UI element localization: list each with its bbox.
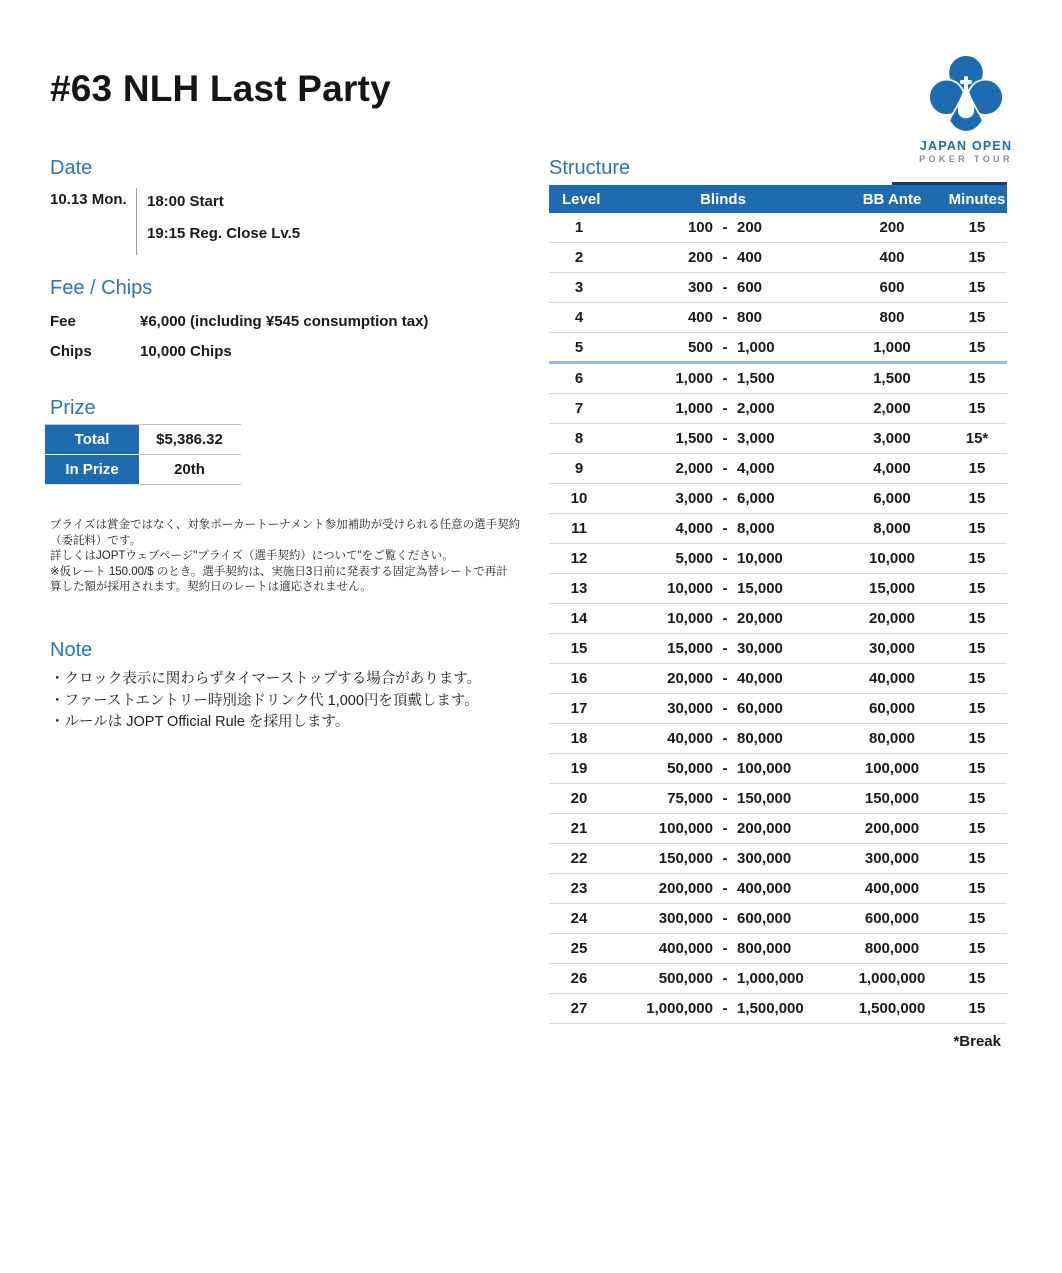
- start-time: 18:00 Start: [147, 193, 224, 210]
- blinds-dash: -: [722, 279, 728, 296]
- structure-row: [549, 364, 1007, 394]
- disclaimer-line: ※仮レート 150.00/$ のとき。選手契約は、実施日3日前に発表する固定為替レートで再計: [50, 565, 508, 578]
- blinds-dash: -: [722, 309, 728, 326]
- fee-chips-label: Chips: [50, 343, 92, 360]
- cell-bb-ante: 400: [879, 249, 905, 266]
- structure-row: [549, 694, 1007, 724]
- date-times: [137, 188, 300, 255]
- cell-bb-ante: 3,000: [873, 430, 911, 447]
- cell-level: 21: [570, 820, 588, 837]
- fee-chips-value: 10,000 Chips: [140, 343, 232, 360]
- cell-minutes: 15: [968, 400, 986, 417]
- cell-level: 16: [570, 670, 588, 687]
- cell-small-blind: 150,000: [658, 850, 713, 867]
- cell-small-blind: 400: [687, 309, 713, 326]
- cell-minutes: 15: [968, 279, 986, 296]
- cell-minutes: 15: [968, 970, 986, 987]
- cell-level: 2: [574, 249, 584, 266]
- cell-bb-ante: 600,000: [864, 910, 920, 927]
- date-day: 10.13 Mon.: [50, 188, 137, 255]
- cell-big-blind: 3,000: [737, 430, 775, 447]
- cell-bb-ante: 60,000: [869, 700, 915, 717]
- cell-small-blind: 30,000: [667, 700, 713, 717]
- structure-table-body: [549, 213, 1007, 1024]
- note-heading: Note: [50, 639, 93, 661]
- cell-level: 7: [574, 400, 584, 417]
- cell-minutes: 15: [968, 550, 986, 567]
- club-icon: [922, 50, 1010, 136]
- cell-minutes: 15: [968, 790, 986, 807]
- blinds-dash: -: [722, 730, 728, 747]
- cell-big-blind: 1,000,000: [737, 970, 804, 987]
- cell-bb-ante: 800,000: [864, 940, 920, 957]
- blinds-dash: -: [722, 430, 728, 447]
- prize-row: [45, 455, 241, 485]
- cell-big-blind: 600: [737, 279, 763, 296]
- cell-small-blind: 15,000: [667, 640, 713, 657]
- structure-row: [549, 604, 1007, 634]
- cell-big-blind: 30,000: [737, 640, 783, 657]
- cell-big-blind: 300,000: [737, 850, 792, 867]
- structure-row: [549, 514, 1007, 544]
- cell-small-blind: 1,500: [675, 430, 713, 447]
- cell-level: 27: [570, 1000, 588, 1017]
- cell-minutes: 15: [968, 730, 986, 747]
- cell-level: 8: [574, 430, 584, 447]
- cell-level: 4: [574, 309, 584, 326]
- cell-big-blind: 4,000: [737, 460, 775, 477]
- blinds-dash: -: [722, 940, 728, 957]
- structure-row: [549, 574, 1007, 604]
- cell-minutes: 15: [968, 249, 986, 266]
- cell-minutes: 15: [968, 940, 986, 957]
- cell-big-blind: 8,000: [737, 520, 775, 537]
- structure-row: [549, 784, 1007, 814]
- cell-minutes: 15: [968, 700, 986, 717]
- blinds-dash: -: [722, 460, 728, 477]
- cell-level: 20: [570, 790, 588, 807]
- cell-level: 23: [570, 880, 588, 897]
- disclaimer-line: （委託料）です。: [50, 534, 142, 547]
- cell-minutes: 15: [968, 338, 986, 356]
- cell-big-blind: 150,000: [737, 790, 792, 807]
- cell-small-blind: 20,000: [667, 670, 713, 687]
- cell-big-blind: 800,000: [737, 940, 792, 957]
- cell-small-blind: 200,000: [658, 880, 713, 897]
- cell-big-blind: 2,000: [737, 400, 775, 417]
- cell-minutes: 15: [968, 850, 986, 867]
- cell-level: 12: [570, 550, 588, 567]
- cell-minutes: 15: [968, 640, 986, 657]
- blinds-dash: -: [722, 400, 728, 417]
- cell-bb-ante: 8,000: [873, 520, 911, 537]
- structure-row: [549, 964, 1007, 994]
- blinds-dash: -: [722, 760, 728, 777]
- cell-small-blind: 10,000: [667, 610, 713, 627]
- blinds-dash: -: [722, 700, 728, 717]
- cell-minutes: 15: [968, 820, 986, 837]
- fee-chips-label: Fee: [50, 313, 76, 330]
- fee-chips-heading: Fee / Chips: [50, 277, 153, 299]
- cell-level: 10: [570, 490, 588, 507]
- cell-level: 18: [570, 730, 588, 747]
- cell-bb-ante: 150,000: [864, 790, 920, 807]
- cell-minutes: 15: [968, 370, 986, 387]
- cell-small-blind: 300: [687, 279, 713, 296]
- fee-chips-section: [50, 276, 510, 360]
- cell-minutes: 15: [968, 460, 986, 477]
- blinds-dash: -: [722, 790, 728, 807]
- logo-text-japan-open: JAPAN OPEN: [919, 139, 1013, 153]
- structure-row: [549, 724, 1007, 754]
- cell-big-blind: 60,000: [737, 700, 783, 717]
- cell-level: 13: [570, 580, 588, 597]
- cell-minutes: 15: [968, 1000, 986, 1017]
- cell-big-blind: 200,000: [737, 820, 792, 837]
- disclaimer-line: プライズは賞金ではなく、対象ポーカートーナメント参加補助が受けられる任意の選手契約: [50, 519, 521, 531]
- cell-big-blind: 400: [737, 249, 763, 266]
- cell-bb-ante: 4,000: [873, 460, 911, 477]
- cell-bb-ante: 600: [879, 279, 905, 296]
- blinds-dash: -: [722, 370, 728, 387]
- cell-small-blind: 500,000: [658, 970, 713, 987]
- structure-row: [549, 424, 1007, 454]
- cell-minutes: 15*: [965, 430, 989, 447]
- column-header-minutes: Minutes: [948, 190, 1006, 208]
- blinds-dash: -: [722, 610, 728, 627]
- reg-close-time: 19:15 Reg. Close Lv.5: [147, 225, 301, 242]
- disclaimer-line: 詳しくはJOPTウェブページ"プライズ（選手契約）について"をご覧ください。: [50, 550, 454, 562]
- cell-small-blind: 200: [687, 249, 713, 266]
- prize-value-cell: $5,386.32: [156, 431, 223, 448]
- structure-row: [549, 484, 1007, 514]
- blinds-dash: -: [722, 550, 728, 567]
- blinds-dash: -: [722, 490, 728, 507]
- cell-small-blind: 4,000: [675, 520, 713, 537]
- structure-section: [549, 156, 1007, 1050]
- blinds-dash: -: [722, 219, 728, 236]
- blinds-dash: -: [722, 970, 728, 987]
- blinds-dash: -: [722, 249, 728, 266]
- cell-bb-ante: 1,500: [873, 370, 911, 387]
- cell-small-blind: 1,000,000: [646, 1000, 713, 1017]
- structure-row: [549, 273, 1007, 303]
- cell-small-blind: 3,000: [675, 490, 713, 507]
- cell-small-blind: 400,000: [658, 940, 713, 957]
- prize-row: [45, 425, 241, 455]
- cell-big-blind: 800: [737, 309, 763, 326]
- note-item: ・クロック表示に関わらずタイマーストップする場合があります。: [50, 671, 482, 687]
- structure-row: [549, 664, 1007, 694]
- cell-bb-ante: 1,000,000: [858, 970, 926, 987]
- cell-minutes: 15: [968, 610, 986, 627]
- prize-value-cell: 20th: [174, 461, 205, 478]
- note-item: ・ルールは JOPT Official Rule を採用します。: [50, 714, 350, 730]
- blinds-dash: -: [722, 910, 728, 927]
- blinds-dash: -: [722, 338, 728, 356]
- blinds-dash: -: [722, 580, 728, 597]
- cell-minutes: 15: [968, 490, 986, 507]
- cell-level: 26: [570, 970, 588, 987]
- structure-row: [549, 243, 1007, 273]
- structure-row: [549, 544, 1007, 574]
- cell-bb-ante: 300,000: [864, 850, 920, 867]
- cell-small-blind: 100: [687, 219, 713, 236]
- structure-row: [549, 844, 1007, 874]
- blinds-dash: -: [722, 640, 728, 657]
- cell-big-blind: 1,500,000: [737, 1000, 804, 1017]
- cell-big-blind: 80,000: [737, 730, 783, 747]
- cell-big-blind: 600,000: [737, 910, 792, 927]
- prize-label-cell: Total: [45, 425, 139, 455]
- cell-bb-ante: 15,000: [869, 580, 915, 597]
- cell-small-blind: 75,000: [667, 790, 713, 807]
- page-title: #63 NLH Last Party: [50, 68, 391, 109]
- blinds-dash: -: [722, 820, 728, 837]
- cell-big-blind: 20,000: [737, 610, 783, 627]
- cell-small-blind: 2,000: [675, 460, 713, 477]
- cell-minutes: 15: [968, 520, 986, 537]
- cell-small-blind: 300,000: [658, 910, 713, 927]
- blinds-dash: -: [722, 520, 728, 537]
- fee-chips-row: [50, 343, 510, 360]
- cell-big-blind: 1,500: [737, 370, 775, 387]
- structure-row: [549, 994, 1007, 1024]
- break-footnote: *Break: [953, 1033, 1001, 1050]
- fee-chips-value: ¥6,000 (including ¥545 consumption tax): [140, 313, 429, 330]
- cell-level: 17: [570, 700, 588, 717]
- cell-small-blind: 10,000: [667, 580, 713, 597]
- cell-small-blind: 1,000: [675, 400, 713, 417]
- blinds-dash: -: [722, 850, 728, 867]
- cell-level: 14: [570, 610, 588, 627]
- cell-big-blind: 1,000: [737, 338, 775, 356]
- fee-chips-row: [50, 313, 510, 330]
- cell-level: 6: [574, 370, 584, 387]
- cell-bb-ante: 80,000: [869, 730, 915, 747]
- cell-minutes: 15: [968, 880, 986, 897]
- cell-level: 22: [570, 850, 588, 867]
- cell-minutes: 15: [968, 580, 986, 597]
- cell-minutes: 15: [968, 219, 986, 236]
- structure-row: [549, 394, 1007, 424]
- date-heading: Date: [50, 157, 93, 179]
- cell-bb-ante: 1,500,000: [858, 1000, 926, 1017]
- structure-row: [549, 814, 1007, 844]
- column-header-blinds: Blinds: [700, 190, 746, 208]
- structure-row: [549, 454, 1007, 484]
- cell-bb-ante: 30,000: [869, 640, 915, 657]
- cell-bb-ante: 200,000: [864, 820, 920, 837]
- cell-minutes: 15: [968, 670, 986, 687]
- cell-level: 3: [574, 279, 584, 296]
- jopt-logo: [914, 50, 1018, 164]
- cell-big-blind: 6,000: [737, 490, 775, 507]
- prize-table: [45, 424, 241, 485]
- prize-label-cell: In Prize: [45, 455, 139, 485]
- cell-small-blind: 5,000: [675, 550, 713, 567]
- cell-level: 9: [574, 460, 584, 477]
- cell-big-blind: 400,000: [737, 880, 792, 897]
- cell-level: 24: [570, 910, 588, 927]
- cell-bb-ante: 100,000: [864, 760, 920, 777]
- blinds-dash: -: [722, 880, 728, 897]
- cell-bb-ante: 10,000: [869, 550, 915, 567]
- logo-text-poker-tour: POKER TOUR: [919, 154, 1013, 164]
- cell-bb-ante: 800: [879, 309, 905, 326]
- cell-big-blind: 10,000: [737, 550, 783, 567]
- structure-row: [549, 634, 1007, 664]
- cell-level: 5: [574, 338, 584, 356]
- cell-big-blind: 200: [737, 219, 763, 236]
- cell-small-blind: 50,000: [667, 760, 713, 777]
- prize-disclaimer: [50, 518, 520, 596]
- prize-heading: Prize: [50, 397, 96, 419]
- cell-bb-ante: 2,000: [873, 400, 911, 417]
- cell-big-blind: 15,000: [737, 580, 783, 597]
- cell-small-blind: 500: [687, 338, 713, 356]
- structure-header-row: [549, 185, 1007, 213]
- blinds-dash: -: [722, 670, 728, 687]
- cell-small-blind: 1,000: [675, 370, 713, 387]
- cell-level: 15: [570, 640, 588, 657]
- cell-level: 25: [570, 940, 588, 957]
- cell-bb-ante: 200: [879, 219, 905, 236]
- note-list: [50, 669, 520, 734]
- cell-big-blind: 40,000: [737, 670, 783, 687]
- cell-level: 19: [570, 760, 588, 777]
- cell-minutes: 15: [968, 309, 986, 326]
- header-dark-edge: [892, 182, 1007, 185]
- structure-row: [549, 333, 1007, 364]
- date-section: [50, 156, 510, 255]
- date-row: [50, 188, 510, 255]
- structure-heading: Structure: [549, 157, 631, 179]
- structure-row: [549, 904, 1007, 934]
- cell-bb-ante: 1,000: [873, 338, 911, 356]
- cell-big-blind: 100,000: [737, 760, 792, 777]
- prize-section: [45, 396, 345, 485]
- cell-level: 11: [571, 520, 587, 537]
- cell-small-blind: 100,000: [658, 820, 713, 837]
- note-item: ・ファーストエントリー時別途ドリンク代 1,000円を頂戴します。: [50, 692, 479, 709]
- cell-bb-ante: 400,000: [864, 880, 920, 897]
- structure-row: [549, 874, 1007, 904]
- cell-bb-ante: 40,000: [869, 670, 915, 687]
- blinds-dash: -: [722, 1000, 728, 1017]
- column-header-level: Level: [562, 190, 601, 208]
- cell-minutes: 15: [968, 910, 986, 927]
- structure-row: [549, 303, 1007, 333]
- structure-row: [549, 754, 1007, 784]
- cell-level: 1: [574, 219, 584, 236]
- note-section: [50, 638, 520, 734]
- cell-minutes: 15: [968, 760, 986, 777]
- cell-small-blind: 40,000: [667, 730, 713, 747]
- disclaimer-line: 算した額が採用されます。契約日のレートは適応されません。: [50, 581, 372, 593]
- column-header-bb-ante: BB Ante: [862, 190, 922, 208]
- cell-bb-ante: 6,000: [873, 490, 911, 507]
- cell-bb-ante: 20,000: [869, 610, 915, 627]
- structure-row: [549, 934, 1007, 964]
- structure-row: [549, 213, 1007, 243]
